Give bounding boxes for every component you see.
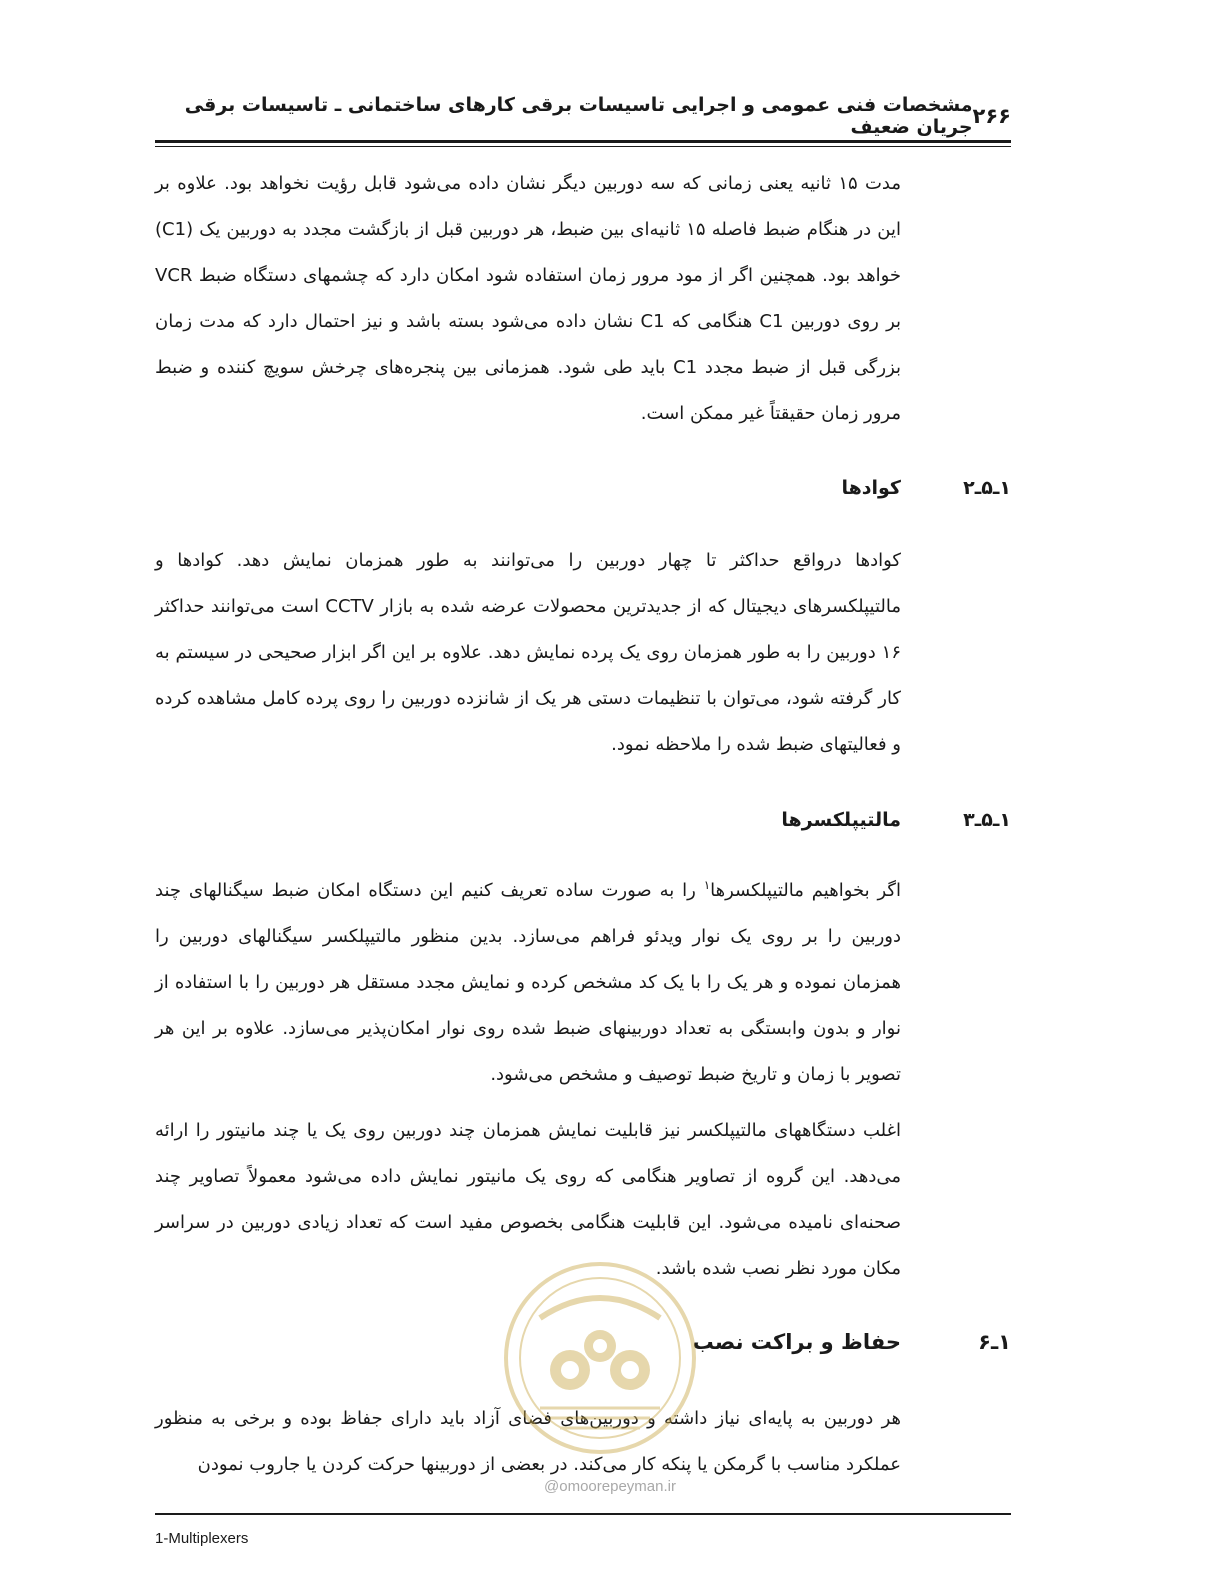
- section-title: حفاظ و براکت نصب: [692, 1330, 901, 1354]
- page-number: ۲۶۶: [972, 104, 1011, 128]
- section-number: ۱ـ۵ـ۳: [963, 809, 1011, 831]
- section-heading-multiplexers: [155, 800, 1011, 840]
- paragraph-multiplexers-1: [155, 868, 901, 1098]
- footnote-rule: [155, 1513, 1011, 1515]
- footnote-marker[interactable]: ۱: [703, 878, 711, 892]
- section-number: ۱ـ۵ـ۲: [963, 477, 1011, 499]
- paragraph-intro: مدت ۱۵ ثانیه یعنی زمانی که سه دوربین دیگر نشان داده می‌شود قابل رؤیت نخواهد بود. علاوه بر این در هنگام ضبط فاصله ۱۵ ثانیه‌ای بین ضبط، هر دوربین قبل از بازگشت مجدد به دوربین یک (C1) خواهد بود. همچنین اگر از مود مرور زمان استفاده شود امکان دارد که چشمهای دستگاه ضبط VCR بر روی دوربین C1 هنگامی که C1 نشان داده می‌شود بسته باشد و نیز احتمال دارد که مدت زمان بزرگی قبل از ضبط مجدد C1 باید طی شود. همزمانی بین پنجره‌های چرخش سویچ کننده و ضبط مرور زمان حقیقتاً غیر ممکن است.: [155, 173, 902, 424]
- section-heading-quads: [155, 468, 1011, 508]
- paragraph-multiplexers-2: اغلب دستگاههای مالتیپلکسر نیز قابلیت نمایش همزمان چند دوربین روی یک یا چند مانیتور را ارائه می‌دهد. این گروه از تصاویر هنگامی که روی یک مانیتور نمایش داده می‌شود معمولاً تصاویر چند صحنه‌ای نامیده می‌شود. این قابلیت هنگامی بخصوص مفید است که تعداد زیادی دوربین در سراسر مکان مورد نظر نصب شده باشد.: [155, 1120, 901, 1279]
- header-rule-thin: [155, 146, 1011, 147]
- section-title: کوادها: [841, 477, 901, 499]
- footnote: 1-Multiplexers: [155, 1530, 249, 1547]
- watermark-url: @omoorepeyman.ir: [544, 1478, 676, 1495]
- running-title: مشخصات فنی عمومی و اجرایی تاسیسات برقی کارهای ساختمانی ـ تاسیسات برقی جریان ضعیف: [184, 94, 973, 138]
- section-heading-protection: [155, 1322, 1011, 1362]
- header-rule: [155, 140, 1011, 143]
- paragraph-protection: هر دوربین به پایه‌ای نیاز داشته و دوربین‌های فضای آزاد باید دارای جفاظ بوده و برخی به منظور عملکرد مناسب با گرمکن یا پنکه کار می‌کند. در بعضی از دوربینها حرکت کردن یا جاروب نمودن: [155, 1408, 901, 1475]
- page-header: [155, 96, 1011, 136]
- paragraph-text: را به صورت ساده تعریف کنیم این دستگاه امکان ضبط سیگنالهای چند دوربین را بر روی یک نوار ویدئو فراهم می‌سازد. بدین منظور مالتیپلکسر سیگنالهای دوربین را همزمان نموده و هر یک را با یک کد مشخص کرده و نمایش مجدد مستقل هر دوربین را با استفاده از نوار و بدون وابستگی به تعداد دوربینهای ضبط شده روی نوار امکان‌پذیر می‌سازد. علاوه بر این هر تصویر با زمان و تاریخ ضبط توصیف و مشخص می‌شود.: [155, 880, 901, 1085]
- section-title: مالتیپلکسرها: [781, 809, 901, 831]
- paragraph-text: اگر بخواهیم مالتیپلکسرها: [710, 880, 901, 901]
- paragraph-quads: کوادها درواقع حداکثر تا چهار دوربین را می‌توانند به طور همزمان نمایش دهد. کوادها و مالتیپلکسرهای دیجیتال که از جدیدترین محصولات عرضه شده به بازار CCTV است می‌توانند حداکثر ۱۶ دوربین را به طور همزمان روی یک پرده نمایش دهد. علاوه بر این اگر ابزار صحیحی در سیستم به کار گرفته شود، می‌توان با تنظیمات دستی هر یک از شانزده دوربین را روی پرده کامل مشاهده کرده و فعالیتهای ضبط شده را ملاحظه نمود.: [155, 550, 902, 755]
- section-number: ۱ـ۶: [978, 1330, 1011, 1354]
